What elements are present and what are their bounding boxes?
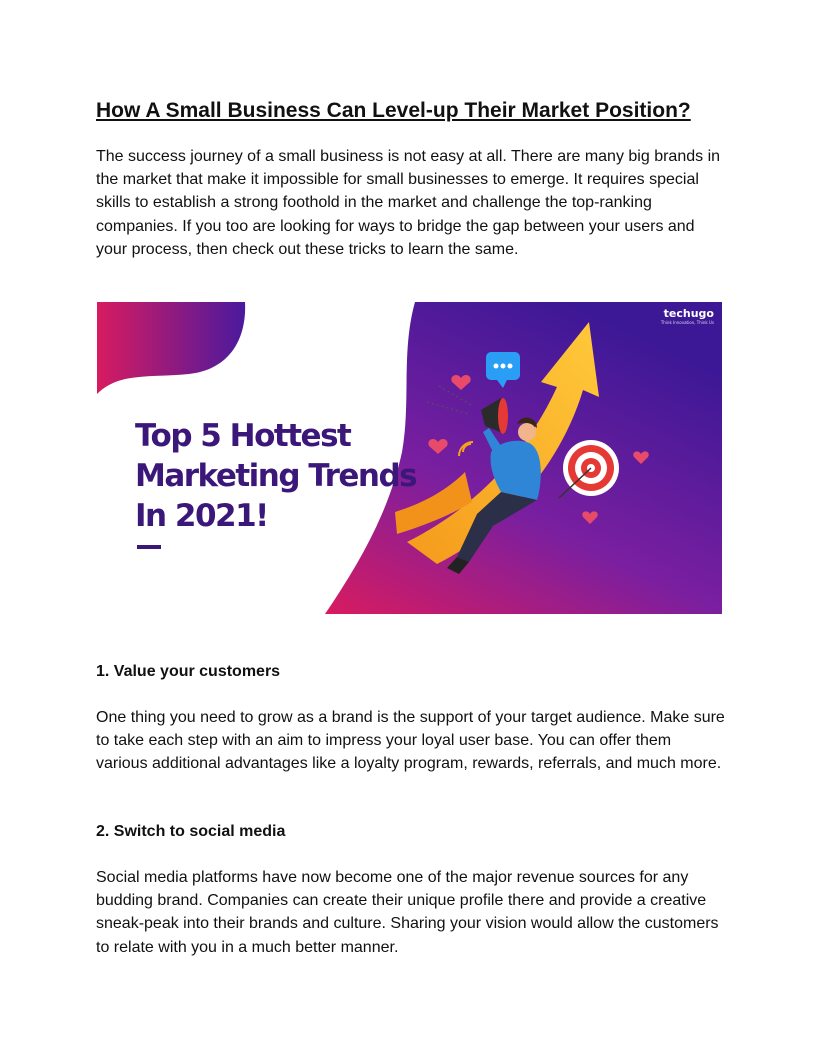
headline-line-2: Marketing Trends <box>135 458 417 494</box>
section-2-heading: 2. Switch to social media <box>96 823 286 840</box>
headline-line-1: Top 5 Hottest <box>135 418 351 454</box>
top-left-blob <box>97 302 245 394</box>
techugo-logo <box>661 307 714 325</box>
headline-underline <box>137 545 161 549</box>
intro-paragraph: The success journey of a small business is not easy at all. There are many big brands in the market that make it impossible for small businesses to emerge. It requires special skills to establish a strong foothold in the market and challenge the top-ranking companies. If you too are looking for ways to bridge the gap between your users and your process, then check out these tricks to learn the same. <box>96 148 721 258</box>
section-1-heading: 1. Value your customers <box>96 663 281 680</box>
banner-headline <box>135 416 435 536</box>
section-2-body: Social media platforms have now become one of the major revenue sources for any budding brand. Companies can create their unique profile there and provide a creative sneak-peak into their brands and culture. Sharing your vision would allow the customers to relate with you in a much better manner. <box>96 869 719 956</box>
headline-line-3: In 2021! <box>135 498 268 534</box>
logo-text: techugo <box>663 307 714 320</box>
marketing-trends-banner <box>97 302 722 614</box>
logo-tagline: Think Innovation, Think Us <box>660 320 714 325</box>
section-1-body: One thing you need to grow as a brand is the support of your target audience. Make sure to take each step with an aim to impress your loyal user base. You can offer them various additional advantages like a loyalty program, rewards, referrals, and much more. <box>96 709 725 773</box>
page-title: How A Small Business Can Level-up Their Market Position? <box>96 99 691 122</box>
